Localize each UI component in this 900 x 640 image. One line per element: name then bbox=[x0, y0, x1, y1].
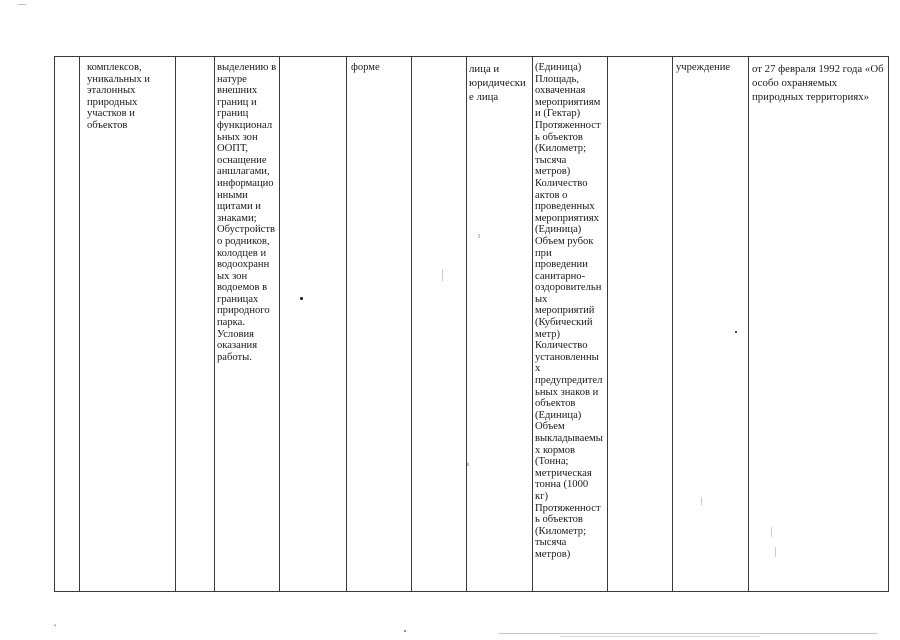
column-rule-3 bbox=[214, 57, 215, 591]
cell-objects: комплексов, уникальных и эталонных природных участков и объектов bbox=[87, 62, 150, 131]
column-rule-4 bbox=[279, 57, 280, 591]
column-rule-5 bbox=[346, 57, 347, 591]
scan-speck bbox=[771, 527, 772, 537]
column-rule-9 bbox=[607, 57, 608, 591]
column-rule-10 bbox=[672, 57, 673, 591]
scan-speck: ˀ bbox=[478, 233, 480, 242]
cell-work-content: выделению в натуре внешних границ и границ функционал ьных зон ООПТ, оснащение аншлагами, информацио нными щитами и знаками; Обустройств о родников, колодцев и водоохранн ых зон водоемов в границах природного парка. Условия оказания работы. bbox=[217, 62, 277, 363]
scan-speck: ʱ bbox=[467, 461, 470, 470]
scan-speck bbox=[701, 497, 702, 505]
cell-institution-type: учреждение bbox=[676, 62, 731, 73]
cell-legal-basis: от 27 февраля 1992 года «Об особо охраняемых природных территориях» bbox=[752, 63, 884, 103]
scan-dot bbox=[404, 630, 406, 632]
column-rule-8 bbox=[532, 57, 533, 591]
column-rule-11 bbox=[748, 57, 749, 591]
scan-speck bbox=[442, 269, 443, 281]
scan-dot bbox=[300, 297, 303, 300]
scan-speck bbox=[775, 547, 776, 557]
column-rule-1 bbox=[79, 57, 80, 591]
column-rule-6 bbox=[411, 57, 412, 591]
scan-mark-bottom-left: ‵ bbox=[54, 624, 57, 635]
scan-line-bottom-2 bbox=[560, 636, 760, 637]
scan-line-bottom bbox=[498, 633, 878, 634]
scan-mark-top-left bbox=[18, 4, 26, 5]
cell-form: форме bbox=[351, 62, 380, 73]
cell-consumers: лица и юридически е лица bbox=[469, 63, 526, 103]
column-rule-2 bbox=[175, 57, 176, 591]
column-rule-7 bbox=[466, 57, 467, 591]
scan-dot bbox=[735, 331, 737, 333]
cell-indicators: (Единица) Площадь, охваченная мероприятиям и (Гектар) Протяженност ь объектов (Километр; тысяча метров) Количество актов о проведенных мероприятиях (Единица) Объем рубок при проведении санитарно- оздоровительн ых мероприятий (Кубический метр) Количество установленны х предупредител ьных знаков и объектов (Единица) Объем выкладываемы х кормов (Тонна; метрическая тонна (1000 кг) Протяженност ь объектов (Километр; тысяча метров) bbox=[535, 62, 603, 560]
service-table bbox=[54, 56, 889, 592]
